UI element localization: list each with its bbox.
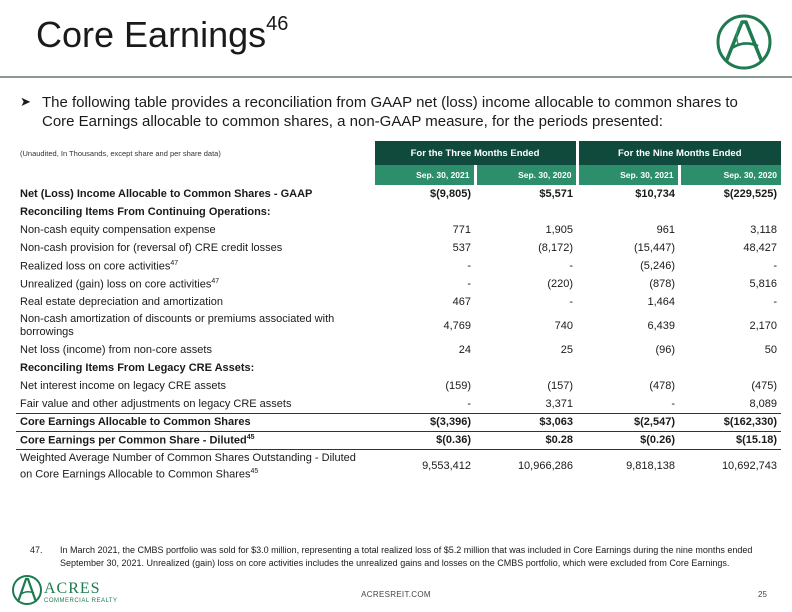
table-row xyxy=(16,275,781,293)
table-row xyxy=(16,221,781,239)
table-row xyxy=(16,257,781,275)
row-label: Non-cash provision for (reversal of) CRE credit losses xyxy=(20,242,283,254)
row-value: - xyxy=(671,397,675,410)
row-value: 1,905 xyxy=(545,224,573,236)
table-row xyxy=(16,239,781,257)
table-row xyxy=(16,341,781,359)
footnote xyxy=(30,544,780,570)
row-value: 50 xyxy=(764,344,777,356)
row-label: Realized loss on core activities$^{47}$ xyxy=(20,259,179,273)
core-earnings-table xyxy=(16,141,781,483)
row-value xyxy=(373,359,475,377)
row-value xyxy=(679,203,781,221)
row-value: 6,439 xyxy=(647,320,675,332)
table-row xyxy=(16,413,781,431)
intro-bullet xyxy=(20,93,780,131)
row-value: - xyxy=(773,260,777,272)
row-value: $(162,330) xyxy=(679,413,781,431)
row-value: (220) xyxy=(547,278,573,290)
row-value: (475) xyxy=(751,380,777,392)
row-label: Real estate depreciation and amortization xyxy=(20,296,224,308)
row-value: 2,170 xyxy=(749,320,777,332)
row-value xyxy=(679,359,781,377)
row-value: (8,172) xyxy=(538,242,573,254)
row-label: Unrealized (gain) loss on core activities$^{47}$ xyxy=(20,277,220,291)
row-value: $5,571 xyxy=(539,188,573,200)
row-value: $10,734 xyxy=(635,188,675,200)
column-header: Sep. 30, 2021 xyxy=(577,165,679,185)
row-value: $(0.36) xyxy=(373,431,475,449)
row-value: 10,966,286 xyxy=(517,460,573,473)
table-group-header-row xyxy=(16,141,781,165)
footnote-text: In March 2021, the CMBS portfolio was sold for $3.0 million, representing a total realized loss of $5.2 million that was included in Core Earnings during the nine months ended September 30, 2021. Unrealized (gain) loss on core activities includes the unrealized gains and losses on the CMBS portfolio, which were excluded from Core Earnings. xyxy=(60,545,753,568)
row-value: 740 xyxy=(554,320,573,332)
row-value xyxy=(577,203,679,221)
intro-text: The following table provides a reconciliation from GAAP net (loss) income allocable to common shares to Core Earnings allocable to common shares, a non-GAAP measure, for the periods presented: xyxy=(42,94,738,130)
row-value xyxy=(475,203,577,221)
row-value: (96) xyxy=(655,344,675,356)
title-divider xyxy=(0,76,792,78)
row-value: - xyxy=(569,260,573,272)
row-value: 24 xyxy=(458,344,471,356)
footnote-number: 47. xyxy=(30,545,43,555)
row-label: Net interest income on legacy CRE assets xyxy=(20,380,227,392)
footnote-ref: 45 xyxy=(250,467,259,475)
table-row xyxy=(16,293,781,311)
row-value: $(2,547) xyxy=(577,413,679,431)
row-value: - xyxy=(773,296,777,308)
footnote-ref: 47 xyxy=(170,259,179,267)
page-title: Core Earnings$^{46}$ xyxy=(36,13,289,55)
row-value: $(3,396) xyxy=(373,413,475,431)
row-value: 5,816 xyxy=(749,278,777,290)
row-value: 48,427 xyxy=(743,242,777,254)
table-row xyxy=(16,185,781,203)
row-value: (878) xyxy=(649,278,675,290)
row-label: Reconciling Items From Legacy CRE Assets: xyxy=(20,362,255,374)
row-label: Weighted Average Number of Common Shares Outstanding - Diluted on Core Earnings Allocable to Common Shares$^{45}$ xyxy=(20,451,356,481)
row-value: $3,063 xyxy=(475,413,577,431)
row-value: $(15.18) xyxy=(679,431,781,449)
row-value: (157) xyxy=(547,380,573,392)
footnote-ref: 45 xyxy=(246,433,255,441)
footnote-ref: 47 xyxy=(211,277,220,285)
brand-name: ACRES xyxy=(44,580,101,597)
group-header-three-months: For the Three Months Ended xyxy=(373,141,577,165)
row-value: 537 xyxy=(452,242,471,254)
row-label: Net loss (income) from non-core assets xyxy=(20,344,212,356)
row-value: 10,692,743 xyxy=(721,460,777,473)
row-value xyxy=(577,359,679,377)
column-header: Sep. 30, 2020 xyxy=(679,165,781,185)
row-value: $(9,805) xyxy=(430,188,471,200)
title-footnote-ref: 46 xyxy=(266,13,289,35)
row-value: - xyxy=(467,278,471,290)
row-value: (5,246) xyxy=(640,260,675,272)
table-row xyxy=(16,449,781,483)
column-header: Sep. 30, 2021 xyxy=(373,165,475,185)
row-value xyxy=(475,359,577,377)
row-value: 8,089 xyxy=(749,397,777,410)
page-number: 25 xyxy=(758,590,767,599)
table-row xyxy=(16,311,781,341)
row-value: (159) xyxy=(445,380,471,392)
footer-url: ACRESREIT.COM xyxy=(361,590,431,599)
table-row xyxy=(16,203,781,221)
table-caption: (Unaudited, In Thousands, except share and per share data) xyxy=(20,148,221,158)
row-label: Reconciling Items From Continuing Operations: xyxy=(20,206,271,218)
row-value: $(0.26) xyxy=(577,431,679,449)
row-value: 3,118 xyxy=(750,224,777,236)
arrow-bullet-icon: ➤ xyxy=(20,94,31,109)
row-label: Core Earnings Allocable to Common Shares xyxy=(16,413,373,431)
table-row xyxy=(16,431,781,449)
table-row xyxy=(16,359,781,377)
row-label: Fair value and other adjustments on legacy CRE assets xyxy=(20,397,292,410)
table-row xyxy=(16,395,781,413)
column-header: Sep. 30, 2020 xyxy=(475,165,577,185)
row-label: Non-cash equity compensation expense xyxy=(20,224,216,236)
row-value: - xyxy=(569,296,573,308)
row-value: $(229,525) xyxy=(723,188,777,200)
acres-a-logo-icon xyxy=(712,12,776,72)
row-value: 3,371 xyxy=(545,397,573,410)
row-label: Core Earnings per Common Share - Diluted$^{45}$ xyxy=(16,431,373,449)
row-value: 25 xyxy=(560,344,573,356)
row-value: 9,818,138 xyxy=(626,460,675,473)
row-label: Net (Loss) Income Allocable to Common Shares - GAAP xyxy=(20,188,313,200)
row-value xyxy=(373,203,475,221)
row-value: - xyxy=(467,260,471,272)
table-row xyxy=(16,377,781,395)
row-value: $0.28 xyxy=(475,431,577,449)
row-value: 4,769 xyxy=(443,320,471,332)
row-value: 771 xyxy=(452,224,471,236)
row-value: 1,464 xyxy=(647,296,675,308)
row-label: Non-cash amortization of discounts or premiums associated with borrowings xyxy=(20,313,335,338)
table-column-header-row xyxy=(16,165,781,185)
row-value: 9,553,412 xyxy=(422,460,471,473)
group-header-nine-months: For the Nine Months Ended xyxy=(577,141,781,165)
row-value: 961 xyxy=(656,224,675,236)
row-value: (478) xyxy=(649,380,675,392)
row-value: 467 xyxy=(452,296,471,308)
row-value: - xyxy=(467,397,471,410)
brand-tagline: COMMERCIAL REALTY xyxy=(44,598,118,604)
row-value: (15,447) xyxy=(634,242,675,254)
